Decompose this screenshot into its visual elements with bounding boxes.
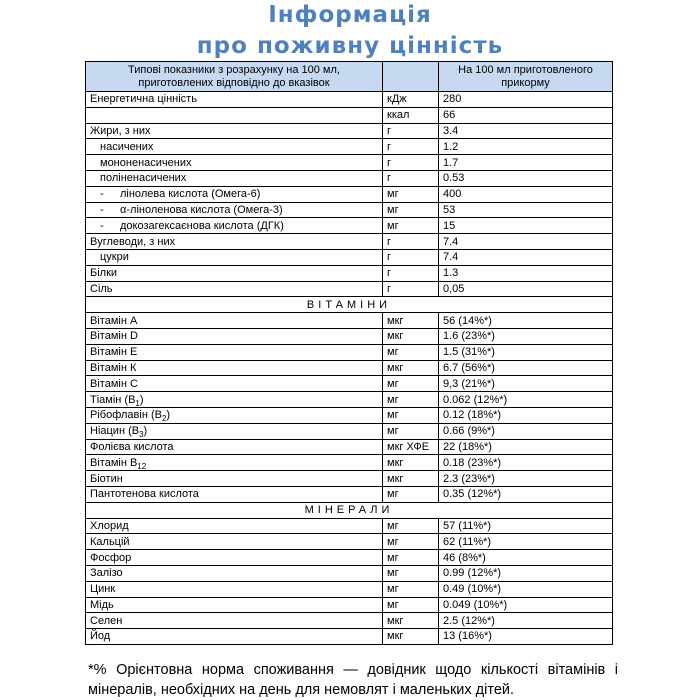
table-row bbox=[86, 202, 613, 218]
nutrient-name bbox=[86, 565, 383, 581]
nutrient-unit: мг bbox=[383, 392, 439, 408]
table-row bbox=[86, 581, 613, 597]
subscript: 3 bbox=[139, 430, 144, 440]
nutrient-value: 56 (14%*) bbox=[439, 313, 613, 329]
nutrient-value: 22 (18%*) bbox=[439, 439, 613, 455]
nutrient-label: лінолева кислота (Омега-6) bbox=[120, 188, 261, 201]
nutrient-name bbox=[86, 407, 383, 423]
table-row bbox=[86, 423, 613, 439]
nutrient-unit: г bbox=[383, 155, 439, 171]
table-row bbox=[86, 534, 613, 550]
nutrient-value: 0.062 (12%*) bbox=[439, 392, 613, 408]
nutrient-unit: мг bbox=[383, 376, 439, 392]
table-row bbox=[86, 360, 613, 376]
minerals-section-header: МІНЕРАЛИ bbox=[86, 502, 613, 518]
nutrient-unit: мг bbox=[383, 486, 439, 502]
nutrient-name bbox=[86, 234, 383, 250]
nutrient-name bbox=[86, 186, 383, 202]
table-row bbox=[86, 155, 613, 171]
nutrient-value: 53 bbox=[439, 202, 613, 218]
nutrient-label: поліненасичених bbox=[100, 172, 187, 185]
nutrient-label: Залізо bbox=[90, 567, 123, 580]
nutrient-value: 0.12 (18%*) bbox=[439, 407, 613, 423]
nutrient-label: Біотин bbox=[90, 472, 123, 485]
nutrient-label: Йод bbox=[90, 630, 111, 643]
nutrient-unit: мкг ХФЕ bbox=[383, 439, 439, 455]
nutrient-value: 0,05 bbox=[439, 281, 613, 297]
list-dash: - bbox=[100, 188, 104, 201]
nutrient-value: 0.53 bbox=[439, 170, 613, 186]
nutrient-name bbox=[86, 218, 383, 234]
nutrient-value: 0.99 (12%*) bbox=[439, 565, 613, 581]
nutrient-value: 7.4 bbox=[439, 234, 613, 250]
table-header-row bbox=[86, 62, 613, 92]
table-row bbox=[86, 376, 613, 392]
nutrient-unit: мг bbox=[383, 218, 439, 234]
nutrient-name bbox=[86, 281, 383, 297]
nutrient-label: докозагексаєнова кислота (ДГК) bbox=[120, 219, 284, 232]
nutrient-value: 15 bbox=[439, 218, 613, 234]
nutrient-name bbox=[86, 550, 383, 566]
header-unit bbox=[383, 62, 439, 92]
nutrient-label: Хлорид bbox=[90, 519, 129, 532]
nutrient-label: Цинк bbox=[90, 583, 116, 596]
table-row bbox=[86, 170, 613, 186]
nutrient-label: Фолієва кислота bbox=[90, 440, 174, 453]
nutrient-label: мононенасичених bbox=[100, 156, 192, 169]
nutrient-label: Вітамін К bbox=[90, 361, 137, 374]
nutrient-value: 280 bbox=[439, 92, 613, 108]
nutrient-name bbox=[86, 155, 383, 171]
nutrient-unit: мг bbox=[383, 550, 439, 566]
minerals-section-header-row bbox=[86, 502, 613, 518]
table-row bbox=[86, 613, 613, 629]
nutrient-label: Ніацин (B bbox=[90, 425, 140, 438]
nutrient-name bbox=[86, 534, 383, 550]
nutrient-value: 57 (11%*) bbox=[439, 518, 613, 534]
nutrient-value: 0.18 (23%*) bbox=[439, 455, 613, 471]
nutrient-unit: мкг bbox=[383, 360, 439, 376]
nutrient-value: 1.2 bbox=[439, 139, 613, 155]
nutrient-value: 0.49 (10%*) bbox=[439, 581, 613, 597]
nutrient-name bbox=[86, 376, 383, 392]
nutrient-value: 2.3 (23%*) bbox=[439, 471, 613, 487]
table-row bbox=[86, 629, 613, 645]
table-row bbox=[86, 313, 613, 329]
nutrient-value: 13 (16%*) bbox=[439, 629, 613, 645]
closing-paren: ) bbox=[139, 393, 144, 406]
table-row bbox=[86, 597, 613, 613]
nutrient-label: α-ліноленова кислота (Омега-3) bbox=[120, 203, 283, 216]
header-per-100ml: На 100 мл приготовленого прикорму bbox=[439, 62, 613, 92]
nutrient-label: Енергетична цінність bbox=[90, 93, 197, 106]
nutrient-label: Вітамін А bbox=[90, 314, 138, 327]
title-line-2: про поживну цінність bbox=[196, 33, 504, 59]
page-title bbox=[0, 0, 700, 62]
list-dash: - bbox=[100, 219, 104, 232]
nutrient-name bbox=[86, 471, 383, 487]
nutrient-name bbox=[86, 486, 383, 502]
nutrient-unit: мг bbox=[383, 344, 439, 360]
nutrient-name bbox=[86, 265, 383, 281]
nutrient-unit: мг bbox=[383, 534, 439, 550]
subscript: 12 bbox=[137, 461, 147, 471]
nutrient-value: 1.3 bbox=[439, 265, 613, 281]
table-row bbox=[86, 281, 613, 297]
nutrient-label: Білки bbox=[90, 267, 118, 280]
nutrient-label: Кальцій bbox=[90, 535, 130, 548]
nutrient-unit: г bbox=[383, 139, 439, 155]
nutrient-name bbox=[86, 518, 383, 534]
nutrient-unit: мг bbox=[383, 407, 439, 423]
subscript: 1 bbox=[135, 398, 140, 408]
nutrient-value: 7.4 bbox=[439, 249, 613, 265]
table-row bbox=[86, 218, 613, 234]
nutrient-value: 400 bbox=[439, 186, 613, 202]
nutrient-unit: мг bbox=[383, 423, 439, 439]
closing-paren: ) bbox=[143, 425, 148, 438]
nutrient-value: 66 bbox=[439, 107, 613, 123]
nutrient-name bbox=[86, 249, 383, 265]
nutrient-label: Рібофлавін (B bbox=[90, 409, 162, 422]
table-row bbox=[86, 471, 613, 487]
nutrient-unit: мкг bbox=[383, 629, 439, 645]
nutrient-value: 2.5 (12%*) bbox=[439, 613, 613, 629]
nutrient-unit: мг bbox=[383, 186, 439, 202]
nutrient-name bbox=[86, 313, 383, 329]
nutrient-unit: г bbox=[383, 249, 439, 265]
nutrient-name bbox=[86, 629, 383, 645]
nutrient-value: 1.6 (23%*) bbox=[439, 328, 613, 344]
nutrient-unit: ккал bbox=[383, 107, 439, 123]
header-indicators: Типові показники з розрахунку на 100 мл, приготовлених відповідно до вказівок bbox=[86, 62, 383, 92]
nutrition-table bbox=[85, 61, 613, 645]
nutrient-unit: г bbox=[383, 123, 439, 139]
nutrient-name bbox=[86, 581, 383, 597]
nutrient-value: 3.4 bbox=[439, 123, 613, 139]
table-row bbox=[86, 123, 613, 139]
nutrient-name bbox=[86, 170, 383, 186]
nutrient-unit: кДж bbox=[383, 92, 439, 108]
nutrient-label: Вітамін B bbox=[90, 456, 138, 469]
nutrient-unit: мкг bbox=[383, 613, 439, 629]
table-row bbox=[86, 328, 613, 344]
nutrient-unit: г bbox=[383, 234, 439, 250]
nutrient-label: Вітамін Е bbox=[90, 346, 138, 359]
nutrient-name bbox=[86, 360, 383, 376]
nutrient-name bbox=[86, 139, 383, 155]
table-row bbox=[86, 186, 613, 202]
nutrient-unit: г bbox=[383, 170, 439, 186]
nutrient-value: 0.66 (9%*) bbox=[439, 423, 613, 439]
nutrient-unit: мкг bbox=[383, 328, 439, 344]
table-row bbox=[86, 249, 613, 265]
nutrient-value: 6.7 (56%*) bbox=[439, 360, 613, 376]
nutrient-unit: мг bbox=[383, 597, 439, 613]
nutrient-name bbox=[86, 328, 383, 344]
table-row bbox=[86, 565, 613, 581]
table-row bbox=[86, 486, 613, 502]
table-row bbox=[86, 139, 613, 155]
nutrient-name bbox=[86, 92, 383, 108]
table-row bbox=[86, 455, 613, 471]
nutrient-unit: мг bbox=[383, 565, 439, 581]
nutrient-name bbox=[86, 423, 383, 439]
nutrient-label: Вітамін С bbox=[90, 377, 138, 390]
table-row bbox=[86, 439, 613, 455]
nutrient-value: 46 (8%*) bbox=[439, 550, 613, 566]
vitamins-section-header-row bbox=[86, 297, 613, 313]
nutrient-label: Фосфор bbox=[90, 551, 132, 564]
nutrient-value: 0.049 (10%*) bbox=[439, 597, 613, 613]
nutrient-name bbox=[86, 344, 383, 360]
list-dash: - bbox=[100, 203, 104, 216]
nutrient-unit: мг bbox=[383, 581, 439, 597]
table-row bbox=[86, 107, 613, 123]
table-row bbox=[86, 344, 613, 360]
nutrient-value: 0.35 (12%*) bbox=[439, 486, 613, 502]
closing-paren: ) bbox=[166, 409, 171, 422]
table-row bbox=[86, 392, 613, 408]
nutrient-label: Жири, з них bbox=[90, 124, 151, 137]
table-row bbox=[86, 550, 613, 566]
nutrient-label: Тіамін (B bbox=[90, 393, 136, 406]
table-row bbox=[86, 234, 613, 250]
nutrient-name bbox=[86, 392, 383, 408]
nutrient-name bbox=[86, 439, 383, 455]
nutrient-label: Селен bbox=[90, 614, 123, 627]
table-row bbox=[86, 518, 613, 534]
table-row bbox=[86, 265, 613, 281]
subscript: 2 bbox=[161, 414, 167, 424]
nutrient-label: Мідь bbox=[90, 598, 114, 611]
nutrient-unit: г bbox=[383, 265, 439, 281]
nutrient-name bbox=[86, 202, 383, 218]
nutrient-unit: г bbox=[383, 281, 439, 297]
table-row bbox=[86, 92, 613, 108]
nutrient-label: цукри bbox=[100, 251, 129, 264]
nutrient-label: Сіль bbox=[90, 282, 113, 295]
nutrient-unit: мг bbox=[383, 518, 439, 534]
nutrient-label: насичених bbox=[100, 140, 154, 153]
vitamins-section-header: ВІТАМІНИ bbox=[86, 297, 613, 313]
table-row bbox=[86, 407, 613, 423]
nutrient-unit: мг bbox=[383, 202, 439, 218]
nutrient-value: 1.5 (31%*) bbox=[439, 344, 613, 360]
nutrient-name bbox=[86, 123, 383, 139]
nutrient-name bbox=[86, 455, 383, 471]
nutrient-unit: мкг bbox=[383, 313, 439, 329]
nutrient-name bbox=[86, 613, 383, 629]
nutrient-unit: мкг bbox=[383, 455, 439, 471]
title-line-1: Інформація bbox=[268, 2, 432, 28]
nutrient-label: Пантотенова кислота bbox=[90, 488, 199, 501]
nutrient-unit: мкг bbox=[383, 471, 439, 487]
nutrient-value: 1.7 bbox=[439, 155, 613, 171]
nutrient-label: Вуглеводи, з них bbox=[90, 235, 176, 248]
nutrient-name bbox=[86, 107, 383, 123]
nutrient-name bbox=[86, 597, 383, 613]
table-body bbox=[86, 92, 613, 645]
nutrient-value: 62 (11%*) bbox=[439, 534, 613, 550]
nutrient-value: 9,3 (21%*) bbox=[439, 376, 613, 392]
nutrient-label: Вітамін D bbox=[90, 330, 138, 343]
footnote: *% Орієнтовна норма споживання — довідник щодо кількості вітамінів і мінералів, необхідних на день для немовлят і маленьких дітей. bbox=[88, 662, 618, 698]
